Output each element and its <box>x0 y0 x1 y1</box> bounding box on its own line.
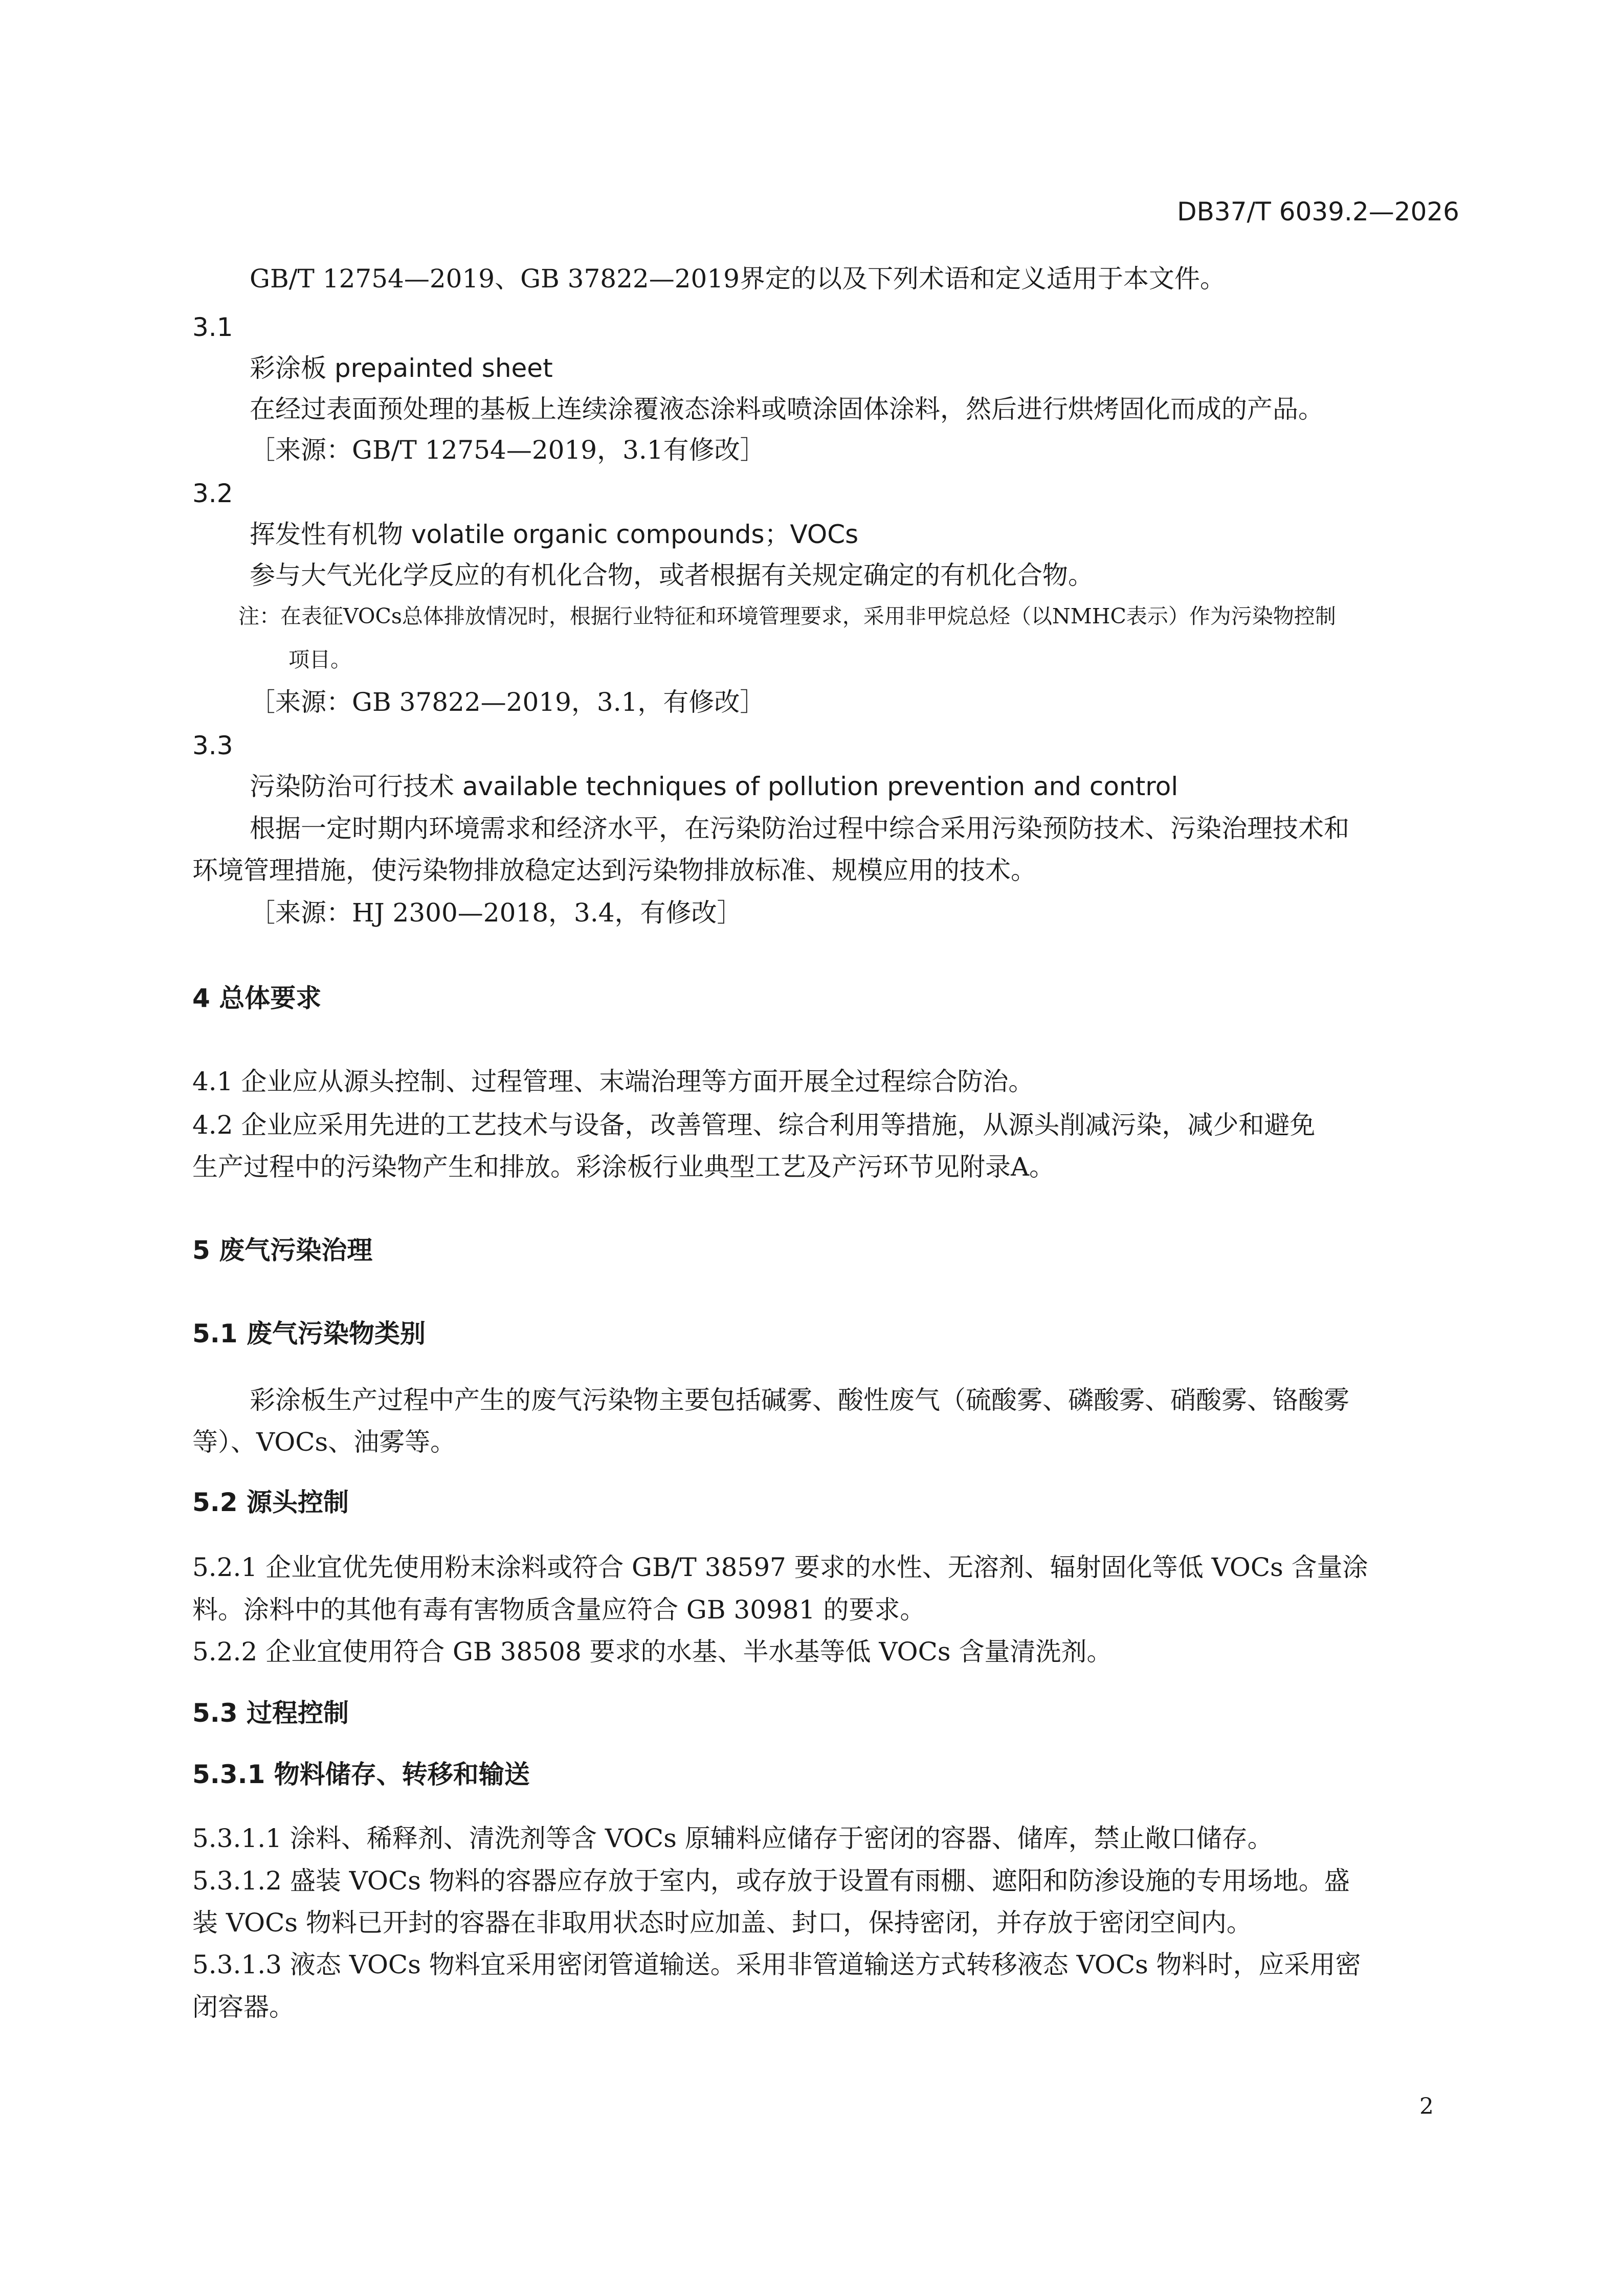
section-heading-5-3: 5.3 过程控制 <box>192 1698 349 1728</box>
clause-5-2-1: 5.2.1 企业宜优先使用粉末涂料或符合 GB/T 38597 要求的水性、无溶剂、辐射固化等低 VOCs 含量涂 <box>192 1552 1368 1582</box>
section-heading-5-1: 5.1 废气污染物类别 <box>192 1319 426 1348</box>
term-number-3-2: 3.2 <box>192 479 233 508</box>
term-note-3-2-cont: 项目。 <box>288 647 351 672</box>
clause-5-1-cont: 等）、VOCs、油雾等。 <box>192 1427 456 1457</box>
clause-4-1: 4.1 企业应从源头控制、过程管理、末端治理等方面开展全过程综合防治。 <box>192 1067 1034 1096</box>
term-source-3-1: ［来源：GB/T 12754—2019，3.1有修改］ <box>250 435 766 465</box>
term-source-3-3: ［来源：HJ 2300—2018，3.4，有修改］ <box>250 898 743 928</box>
term-definition-3-3-cont: 环境管理措施，使污染物排放稳定达到污染物排放标准、规模应用的技术。 <box>192 856 1036 885</box>
term-title-3-3: 污染防治可行技术 available techniques of pollution prevention and control <box>250 772 1178 801</box>
term-number-3-1: 3.1 <box>192 312 233 342</box>
clause-5-3-1-1: 5.3.1.1 涂料、稀释剂、清洗剂等含 VOCs 原辅料应储存于密闭的容器、储库，禁止敞口储存。 <box>192 1824 1273 1853</box>
section-heading-5-3-1: 5.3.1 物料储存、转移和输送 <box>192 1760 530 1789</box>
clause-5-2-1-cont: 料。涂料中的其他有毒有害物质含量应符合 GB 30981 的要求。 <box>192 1595 926 1625</box>
clause-4-2: 4.2 企业应采用先进的工艺技术与设备，改善管理、综合利用等措施，从源头削减污染，减少和避免 <box>192 1110 1316 1140</box>
section-heading-4: 4 总体要求 <box>192 983 322 1013</box>
term-definition-3-1: 在经过表面预处理的基板上连续涂覆液态涂料或喷涂固体涂料，然后进行烘烤固化而成的产品。 <box>250 394 1324 424</box>
term-title-3-1: 彩涂板 prepainted sheet <box>250 353 553 383</box>
clause-4-2-cont: 生产过程中的污染物产生和排放。彩涂板行业典型工艺及产污环节见附录A。 <box>192 1152 1055 1182</box>
document-code: DB37/T 6039.2—2026 <box>1177 197 1459 227</box>
term-source-3-2: ［来源：GB 37822—2019，3.1，有修改］ <box>250 687 766 717</box>
clause-5-1: 彩涂板生产过程中产生的废气污染物主要包括碱雾、酸性废气（硫酸雾、磷酸雾、硝酸雾、铬酸雾 <box>250 1385 1349 1415</box>
clause-5-2-2: 5.2.2 企业宜使用符合 GB 38508 要求的水基、半水基等低 VOCs 含量清洗剂。 <box>192 1637 1113 1667</box>
section-heading-5-2: 5.2 源头控制 <box>192 1488 349 1517</box>
term-note-3-2: 注：在表征VOCs总体排放情况时，根据行业特征和环境管理要求，采用非甲烷总烃（以NMHC表示）作为污染物控制 <box>238 604 1336 628</box>
term-definition-3-2: 参与大气光化学反应的有机化合物，或者根据有关规定确定的有机化合物。 <box>250 560 1094 590</box>
term-number-3-3: 3.3 <box>192 731 233 760</box>
intro-paragraph: GB/T 12754—2019、GB 37822—2019界定的以及下列术语和定义适用于本文件。 <box>250 264 1226 294</box>
clause-5-3-1-3-cont: 闭容器。 <box>192 1992 295 2022</box>
term-definition-3-3: 根据一定时期内环境需求和经济水平，在污染防治过程中综合采用污染预防技术、污染治理技术和 <box>250 814 1349 843</box>
clause-5-3-1-2-cont: 装 VOCs 物料已开封的容器在非取用状态时应加盖、封口，保持密闭，并存放于密闭空间内。 <box>192 1908 1252 1938</box>
clause-5-3-1-2: 5.3.1.2 盛装 VOCs 物料的容器应存放于室内，或存放于设置有雨棚、遮阳和防渗设施的专用场地。盛 <box>192 1866 1350 1896</box>
term-title-3-2: 挥发性有机物 volatile organic compounds；VOCs <box>250 520 859 549</box>
page-number: 2 <box>1419 2094 1434 2120</box>
clause-5-3-1-3: 5.3.1.3 液态 VOCs 物料宜采用密闭管道输送。采用非管道输送方式转移液态 VOCs 物料时，应采用密 <box>192 1950 1361 1979</box>
section-heading-5: 5 废气污染治理 <box>192 1235 373 1265</box>
